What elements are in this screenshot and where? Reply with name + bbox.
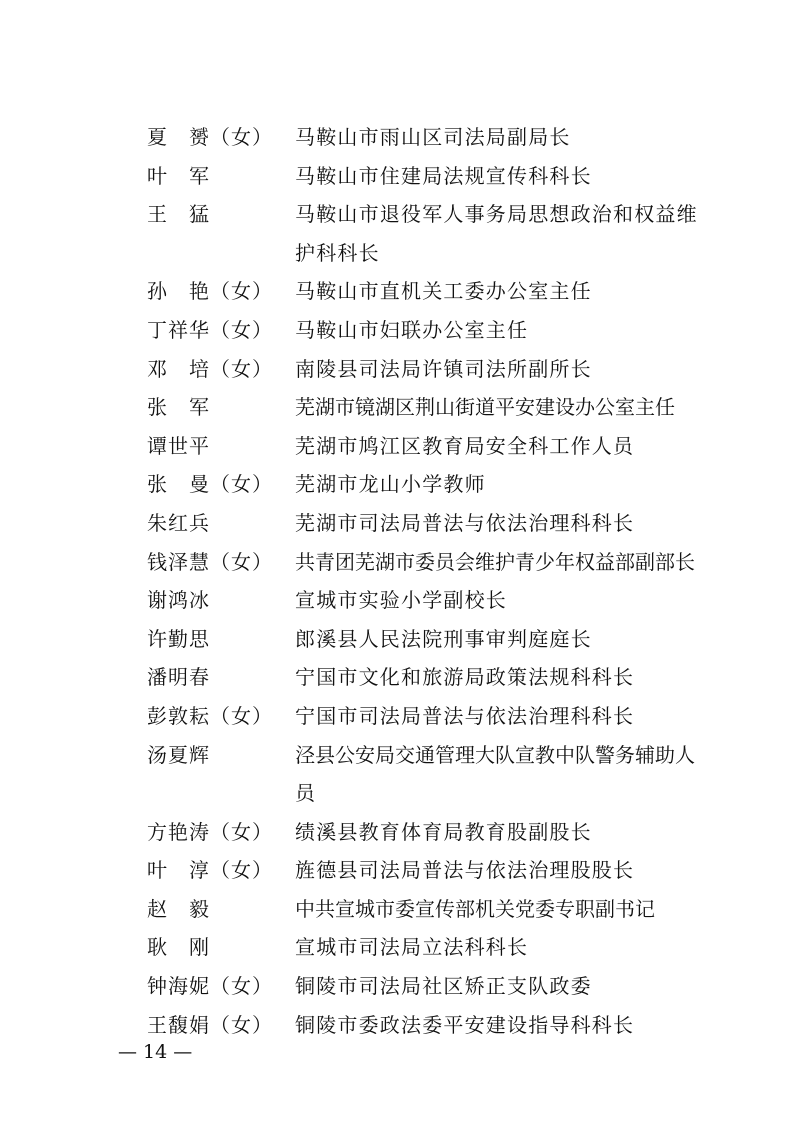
person-name: 谭世平 [147, 433, 210, 458]
list-item [147, 658, 707, 697]
person-name: 赵 毅 [147, 896, 210, 921]
person-name: 王 猛 [147, 202, 210, 227]
person-name: 谢鸿冰 [147, 588, 210, 613]
person-position: 郎溪县人民法院刑事审判庭庭长 [295, 626, 592, 651]
person-position: 马鞍山市妇联办公室主任 [295, 317, 529, 342]
person-position: 马鞍山市退役军人事务局思想政治和权益维护科科长 [295, 202, 698, 265]
list-item [147, 157, 707, 196]
person-name: 钟海妮（女） [147, 974, 273, 999]
person-position: 泾县公安局交通管理大队宣教中队警务辅助人员 [295, 742, 695, 806]
person-position: 芜湖市龙山小学教师 [295, 472, 486, 497]
person-position: 芜湖市司法局普法与依法治理科科长 [295, 510, 635, 535]
person-name: 张 曼（女） [147, 472, 273, 497]
list-item [147, 928, 707, 967]
list-item [147, 504, 707, 543]
person-position: 中共宣城市委宣传部机关党委专职副书记 [295, 896, 655, 921]
list-item [147, 195, 707, 272]
person-position: 芜湖市鸠江区教育局安全科工作人员 [295, 433, 635, 458]
person-position: 铜陵市司法局社区矫正支队政委 [295, 974, 592, 999]
list-item [147, 697, 707, 736]
person-position: 宁国市司法局普法与依法治理科科长 [295, 703, 635, 728]
list-item [147, 543, 707, 582]
person-name: 丁祥华（女） [147, 317, 273, 342]
person-name: 彭敦耘（女） [147, 703, 273, 728]
page-number: — 14 — [118, 1041, 193, 1063]
list-item [147, 427, 707, 466]
list-item [147, 620, 707, 659]
list-item [147, 311, 707, 350]
person-name: 汤夏辉 [147, 742, 210, 767]
list-item [147, 388, 707, 427]
person-name: 张 军 [147, 395, 210, 420]
person-position: 马鞍山市住建局法规宣传科科长 [295, 163, 592, 188]
list-item [147, 851, 707, 890]
list-item [147, 736, 707, 813]
list-item [147, 890, 707, 929]
person-position: 旌德县司法局普法与依法治理股股长 [295, 858, 635, 883]
person-position: 绩溪县教育体育局教育股副股长 [295, 819, 592, 844]
list-item [147, 465, 707, 504]
person-position: 宣城市司法局立法科科长 [295, 935, 529, 960]
person-position: 宁国市文化和旅游局政策法规科科长 [295, 665, 635, 690]
list-item [147, 813, 707, 852]
name-list [147, 118, 707, 1044]
person-name: 王馥娟（女） [147, 1012, 273, 1037]
person-name: 孙 艳（女） [147, 279, 273, 304]
list-item [147, 581, 707, 620]
person-name: 钱泽慧（女） [147, 549, 273, 574]
person-position: 宣城市实验小学副校长 [295, 588, 507, 613]
person-name: 朱红兵 [147, 510, 210, 535]
list-item [147, 118, 707, 157]
person-name: 邓 培（女） [147, 356, 273, 381]
person-position: 马鞍山市雨山区司法局副局长 [295, 125, 571, 149]
person-position: 南陵县司法局许镇司法所副所长 [295, 356, 592, 381]
list-item [147, 272, 707, 311]
person-name: 许勤思 [147, 626, 210, 651]
person-name: 叶 军 [147, 163, 210, 188]
person-position: 马鞍山市直机关工委办公室主任 [295, 279, 592, 304]
person-name: 潘明春 [147, 665, 210, 690]
person-name: 夏 赟（女） [147, 125, 273, 149]
person-position: 铜陵市委政法委平安建设指导科科长 [295, 1012, 635, 1037]
list-item [147, 350, 707, 389]
person-position: 共青团芜湖市委员会维护青少年权益部副部长 [295, 549, 695, 574]
person-position: 芜湖市镜湖区荆山街道平安建设办公室主任 [295, 395, 675, 420]
person-name: 方艳涛（女） [147, 819, 273, 844]
list-item [147, 967, 707, 1006]
person-name: 耿 刚 [147, 935, 210, 960]
person-name: 叶 淳（女） [147, 858, 273, 883]
list-item [147, 1006, 707, 1045]
